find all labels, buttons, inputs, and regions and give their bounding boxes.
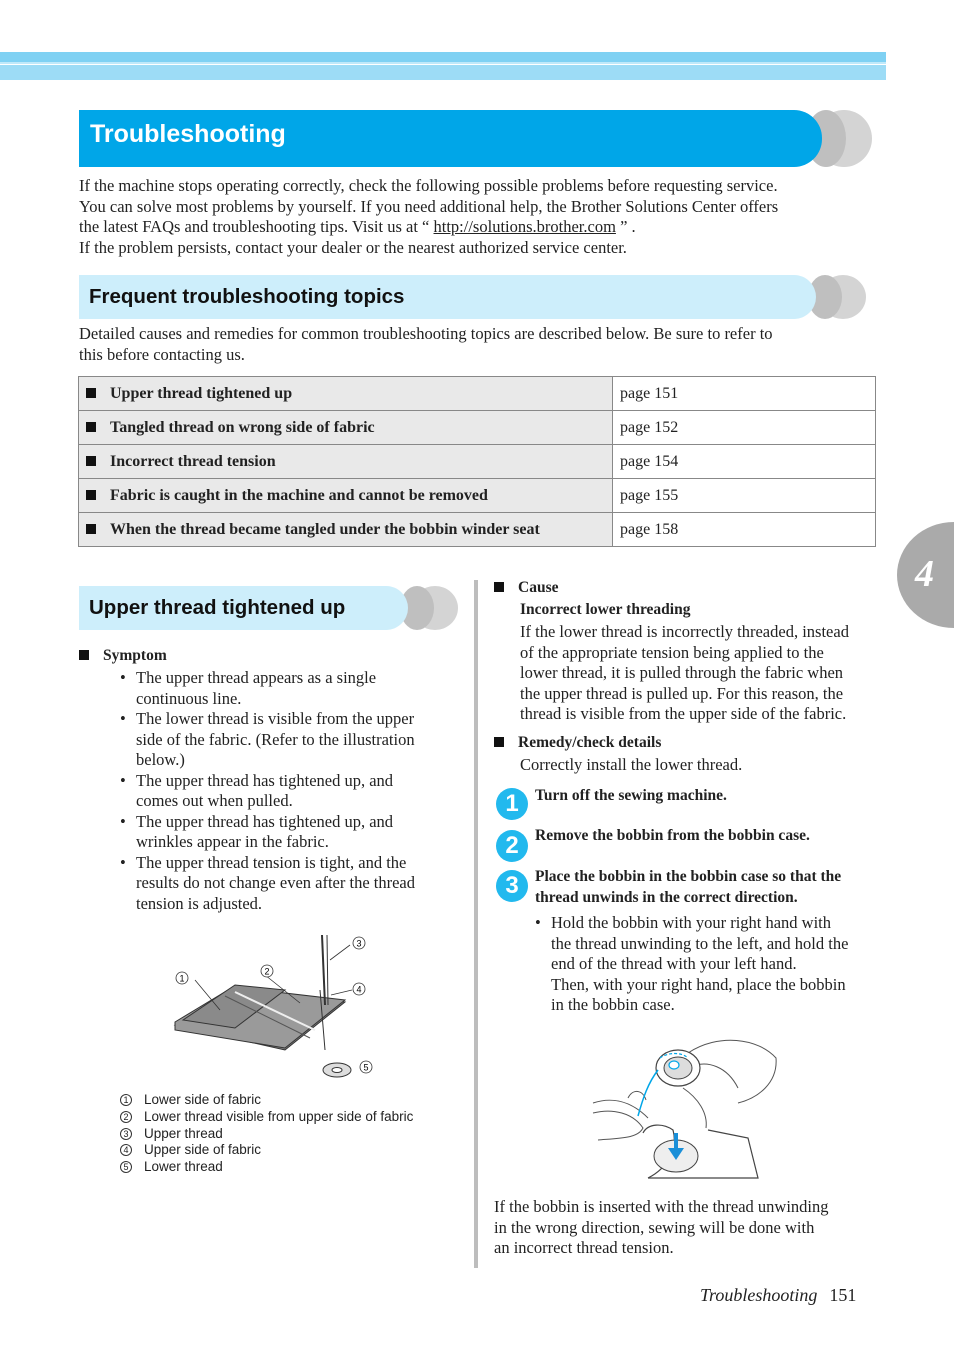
topic-page: page 154 — [613, 445, 876, 479]
intro-line: the latest FAQs and troubleshooting tips. Visit us at “ http://solutions.brother.com ” . — [79, 217, 636, 236]
legend-item: 1 Lower side of fabric — [120, 1092, 413, 1109]
fabric-thread-illustration — [165, 930, 380, 1085]
intro-line: If the machine stops operating correctly, check the following possible problems before requesting service. — [79, 176, 778, 195]
topics-table — [78, 376, 876, 547]
header-band — [0, 52, 886, 80]
svg-text:1: 1 — [179, 973, 185, 984]
topic-page: page 155 — [613, 479, 876, 513]
bullet-square-icon — [79, 650, 89, 660]
bullet-square-icon — [86, 524, 96, 534]
bobbin-illustration — [588, 1028, 788, 1188]
table-row[interactable] — [79, 411, 876, 445]
list-item: • Hold the bobbin with your right hand with the thread unwinding to the left, and hold the end of the thread with your left hand. Then, with your right hand, place the bobbin in the bobbin case. — [531, 913, 881, 1016]
svg-text:2: 2 — [264, 966, 270, 977]
cause-label: Cause — [494, 578, 558, 599]
bullet-square-icon — [86, 422, 96, 432]
step-number-3: 3 — [496, 870, 528, 902]
bullet-square-icon — [494, 582, 504, 592]
illustration-legend — [120, 1092, 413, 1176]
table-row[interactable] — [79, 479, 876, 513]
table-row[interactable] — [79, 513, 876, 547]
topic-label: When the thread became tangled under the bobbin winder seat — [110, 520, 540, 538]
symptom-label: Symptom — [79, 646, 167, 667]
remedy-label: Remedy/check details — [494, 733, 661, 754]
topic-page: page 152 — [613, 411, 876, 445]
page-footer — [700, 1285, 856, 1306]
table-row[interactable] — [79, 377, 876, 411]
table-row[interactable] — [79, 445, 876, 479]
page-title-bar — [79, 110, 817, 167]
footer-section: Troubleshooting — [700, 1285, 818, 1305]
bullet-square-icon — [86, 456, 96, 466]
legend-item: 5 Lower thread — [120, 1159, 413, 1176]
list-item: • The upper thread appears as a single continuous line. — [116, 668, 446, 709]
bullet-square-icon — [494, 737, 504, 747]
remedy-text: Correctly install the lower thread. — [520, 755, 743, 774]
step3-note — [531, 913, 881, 1016]
frequent-description: Detailed causes and remedies for common troubleshooting topics are described below. Be sure to refer to this before contacting us. — [79, 324, 773, 364]
intro-line: If the problem persists, contact your dealer or the nearest authorized service center. — [79, 237, 627, 257]
section-heading: Frequent troubleshooting topics — [89, 285, 405, 308]
topic-page: page 151 — [613, 377, 876, 411]
intro-paragraph — [79, 176, 879, 258]
page-number: 151 — [829, 1285, 857, 1305]
list-item: • The upper thread tension is tight, and the results do not change even after the thread tension is adjusted. — [116, 853, 446, 915]
step-text: Remove the bobbin from the bobbin case. — [535, 827, 810, 844]
step-text: Turn off the sewing machine. — [535, 787, 727, 804]
step-number-2: 2 — [496, 830, 528, 862]
page-title: Troubleshooting — [90, 120, 286, 148]
symptom-list — [116, 668, 446, 914]
list-item: • The lower thread is visible from the upper side of the fabric. (Refer to the illustration below.) — [116, 709, 446, 771]
cause-subhead: Incorrect lower threading — [520, 601, 691, 618]
bullet-square-icon — [86, 490, 96, 500]
list-item: • The upper thread has tightened up, and comes out when pulled. — [116, 771, 446, 812]
subsection-heading-bar — [79, 586, 407, 630]
cause-text: If the lower thread is incorrectly threaded, instead of the appropriate tension being applied to the lower thread, it is pulled through the fabric when the upper thread is pulled up. For this reason, the thread is visible from the upper side of the fabric. — [520, 622, 849, 723]
legend-item: 4 Upper side of fabric — [120, 1142, 413, 1159]
section-heading-bar — [79, 275, 815, 319]
svg-text:3: 3 — [356, 938, 362, 949]
subsection-heading: Upper thread tightened up — [89, 596, 346, 619]
topic-label: Tangled thread on wrong side of fabric — [110, 418, 375, 436]
svg-text:4: 4 — [356, 984, 362, 995]
column-divider — [474, 580, 478, 1268]
step-number-1: 1 — [496, 788, 528, 820]
svg-text:5: 5 — [363, 1062, 369, 1073]
bullet-square-icon — [86, 388, 96, 398]
legend-item: 3 Upper thread — [120, 1126, 413, 1143]
chapter-number: 4 — [915, 553, 934, 595]
solutions-link[interactable]: http://solutions.brother.com — [433, 217, 616, 236]
closing-paragraph: If the bobbin is inserted with the thread unwinding in the wrong direction, sewing will be done with an incorrect thread tension. — [494, 1197, 829, 1257]
chapter-tab — [897, 522, 954, 628]
topic-label: Upper thread tightened up — [110, 384, 293, 402]
intro-line: You can solve most problems by yourself. If you need additional help, the Brother Solutions Center offers — [79, 196, 779, 216]
list-item: • The upper thread has tightened up, and wrinkles appear in the fabric. — [116, 812, 446, 853]
topic-label: Fabric is caught in the machine and cannot be removed — [110, 486, 488, 504]
topic-label: Incorrect thread tension — [110, 452, 276, 470]
topic-page: page 158 — [613, 513, 876, 547]
legend-item: 2 Lower thread visible from upper side of fabric — [120, 1109, 413, 1126]
step-text: Place the bobbin in the bobbin case so that the thread unwinds in the correct direction. — [535, 868, 842, 906]
